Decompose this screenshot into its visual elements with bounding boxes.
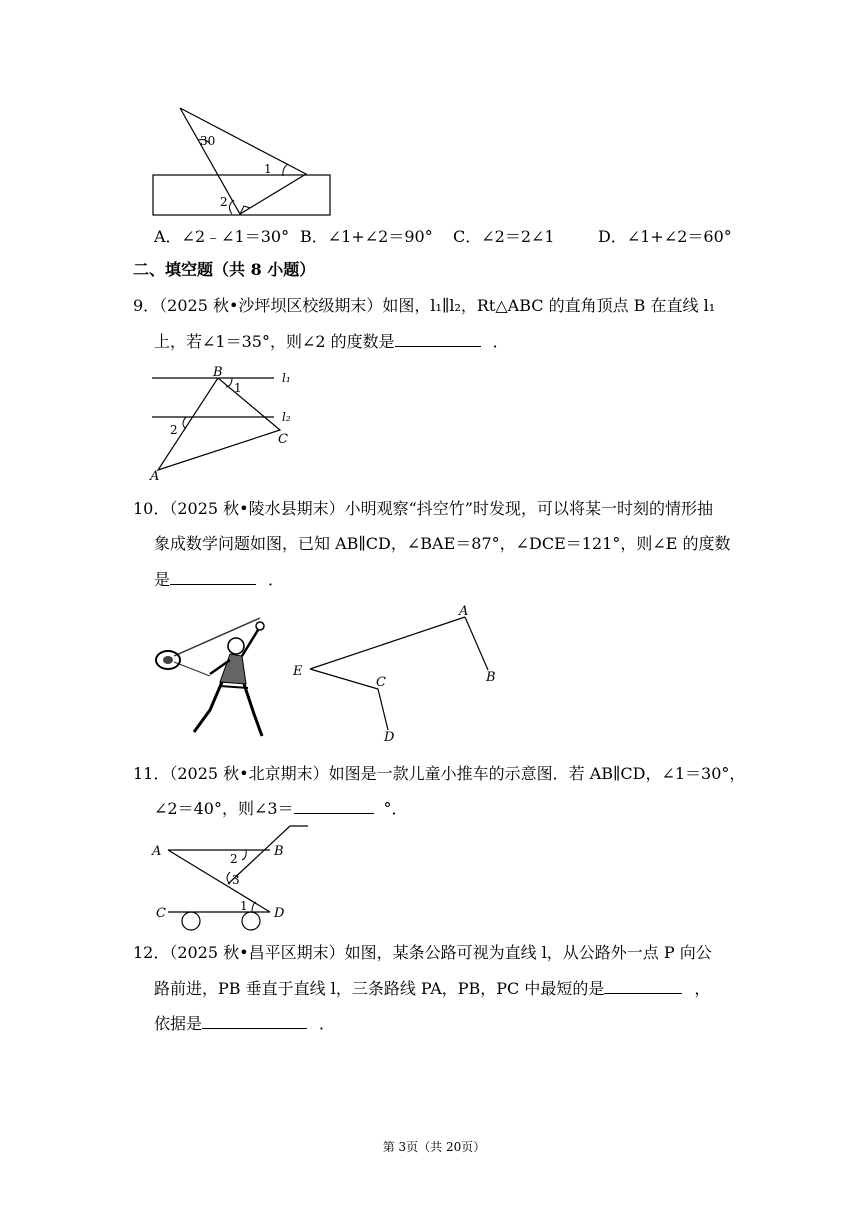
point-e-label: E — [293, 664, 303, 679]
ruler-rect — [153, 175, 330, 215]
q9-line1: 9．（2025 秋•沙坪坝区校级期末）如图，l₁∥l₂，Rt△ABC 的直角顶点 B 在直线 l₁ — [133, 296, 716, 315]
q10-question-text: 是 — [154, 570, 171, 589]
q9-question-text: 上，若∠1＝35°，则∠2 的度数是 — [154, 332, 395, 351]
q9-period: ． — [492, 332, 509, 351]
q12-basis-label: 依据是 — [154, 1014, 203, 1033]
line-l1-label: l₁ — [282, 371, 291, 385]
point-c-label: C — [156, 906, 166, 921]
angle-1-label: 1 — [264, 162, 272, 176]
q8-figure — [150, 104, 335, 219]
q9-line2 — [154, 330, 509, 353]
option-a[interactable]: A．∠2﹣∠1＝30° — [154, 227, 290, 246]
angle-2-label: 2 — [220, 195, 228, 209]
q12-question-text: 路前进，PB 垂直于直线 l，三条路线 PA，PB，PC 中最短的是 — [154, 979, 605, 998]
q12-line2 — [154, 977, 710, 1000]
point-d-label: D — [384, 730, 395, 742]
point-b-label: B — [213, 365, 223, 380]
q12-line3 — [154, 1012, 335, 1035]
q11-line2 — [154, 797, 408, 820]
section-title: 二、填空题（共 8 小题） — [133, 260, 316, 279]
point-b-label: B — [274, 844, 284, 859]
q10-line2: 象成数学问题如图，已知 AB∥CD，∠BAE＝87°，∠DCE＝121°，则∠E 的度数 — [154, 534, 731, 553]
angle-3-label: 3 — [232, 873, 240, 887]
q12-period: ． — [319, 1014, 336, 1033]
triangle-shape — [180, 108, 306, 214]
q10-line1: 10．（2025 秋•陵水县期末）小明观察“抖空竹”时发现，可以将某一时刻的情形抽 — [133, 499, 713, 518]
angle-1-label: 1 — [240, 899, 248, 913]
angle-2-label: 2 — [170, 423, 178, 437]
q9-figure — [148, 362, 298, 482]
q12-answer-blank-1[interactable] — [604, 977, 682, 994]
point-c-label: C — [278, 432, 288, 447]
diabolo-player-illustration — [150, 610, 280, 742]
q10-answer-blank[interactable] — [170, 568, 256, 585]
q11-degree-suffix: °． — [383, 799, 408, 818]
point-b-label: B — [486, 670, 496, 685]
q10-period: ． — [268, 570, 285, 589]
q11-line1: 11．（2025 秋•北京期末）如图是一款儿童小推车的示意图．若 AB∥CD，∠1＝30°， — [133, 764, 746, 783]
option-d[interactable]: D．∠1+∠2＝60° — [598, 227, 732, 246]
q11-figure — [150, 822, 315, 932]
q12-comma: ， — [694, 979, 711, 998]
point-a-label: A — [152, 844, 162, 859]
angle-30-label: 30 — [200, 134, 216, 148]
q10-line3 — [154, 568, 284, 591]
point-c-label: C — [376, 675, 386, 690]
q10-figure — [290, 602, 505, 742]
q12-line1: 12．（2025 秋•昌平区期末）如图，某条公路可视为直线 l，从公路外一点 P 向公 — [133, 943, 712, 962]
option-c[interactable]: C．∠2＝2∠1 — [453, 227, 555, 246]
angle-2-label: 2 — [230, 852, 238, 866]
point-a-label: A — [150, 469, 160, 482]
option-b[interactable]: B．∠1+∠2＝90° — [300, 227, 433, 246]
point-a-label: A — [459, 604, 469, 619]
q11-question-text: ∠2＝40°，则∠3＝ — [154, 799, 294, 818]
line-l2-label: l₂ — [282, 410, 291, 424]
q11-answer-blank[interactable] — [294, 797, 374, 814]
q9-answer-blank[interactable] — [395, 330, 481, 347]
point-d-label: D — [274, 906, 285, 921]
q12-answer-blank-2[interactable] — [202, 1012, 307, 1029]
angle-1-label: 1 — [234, 381, 242, 395]
page-footer: 第 3页（共 20页） — [382, 1140, 486, 1154]
